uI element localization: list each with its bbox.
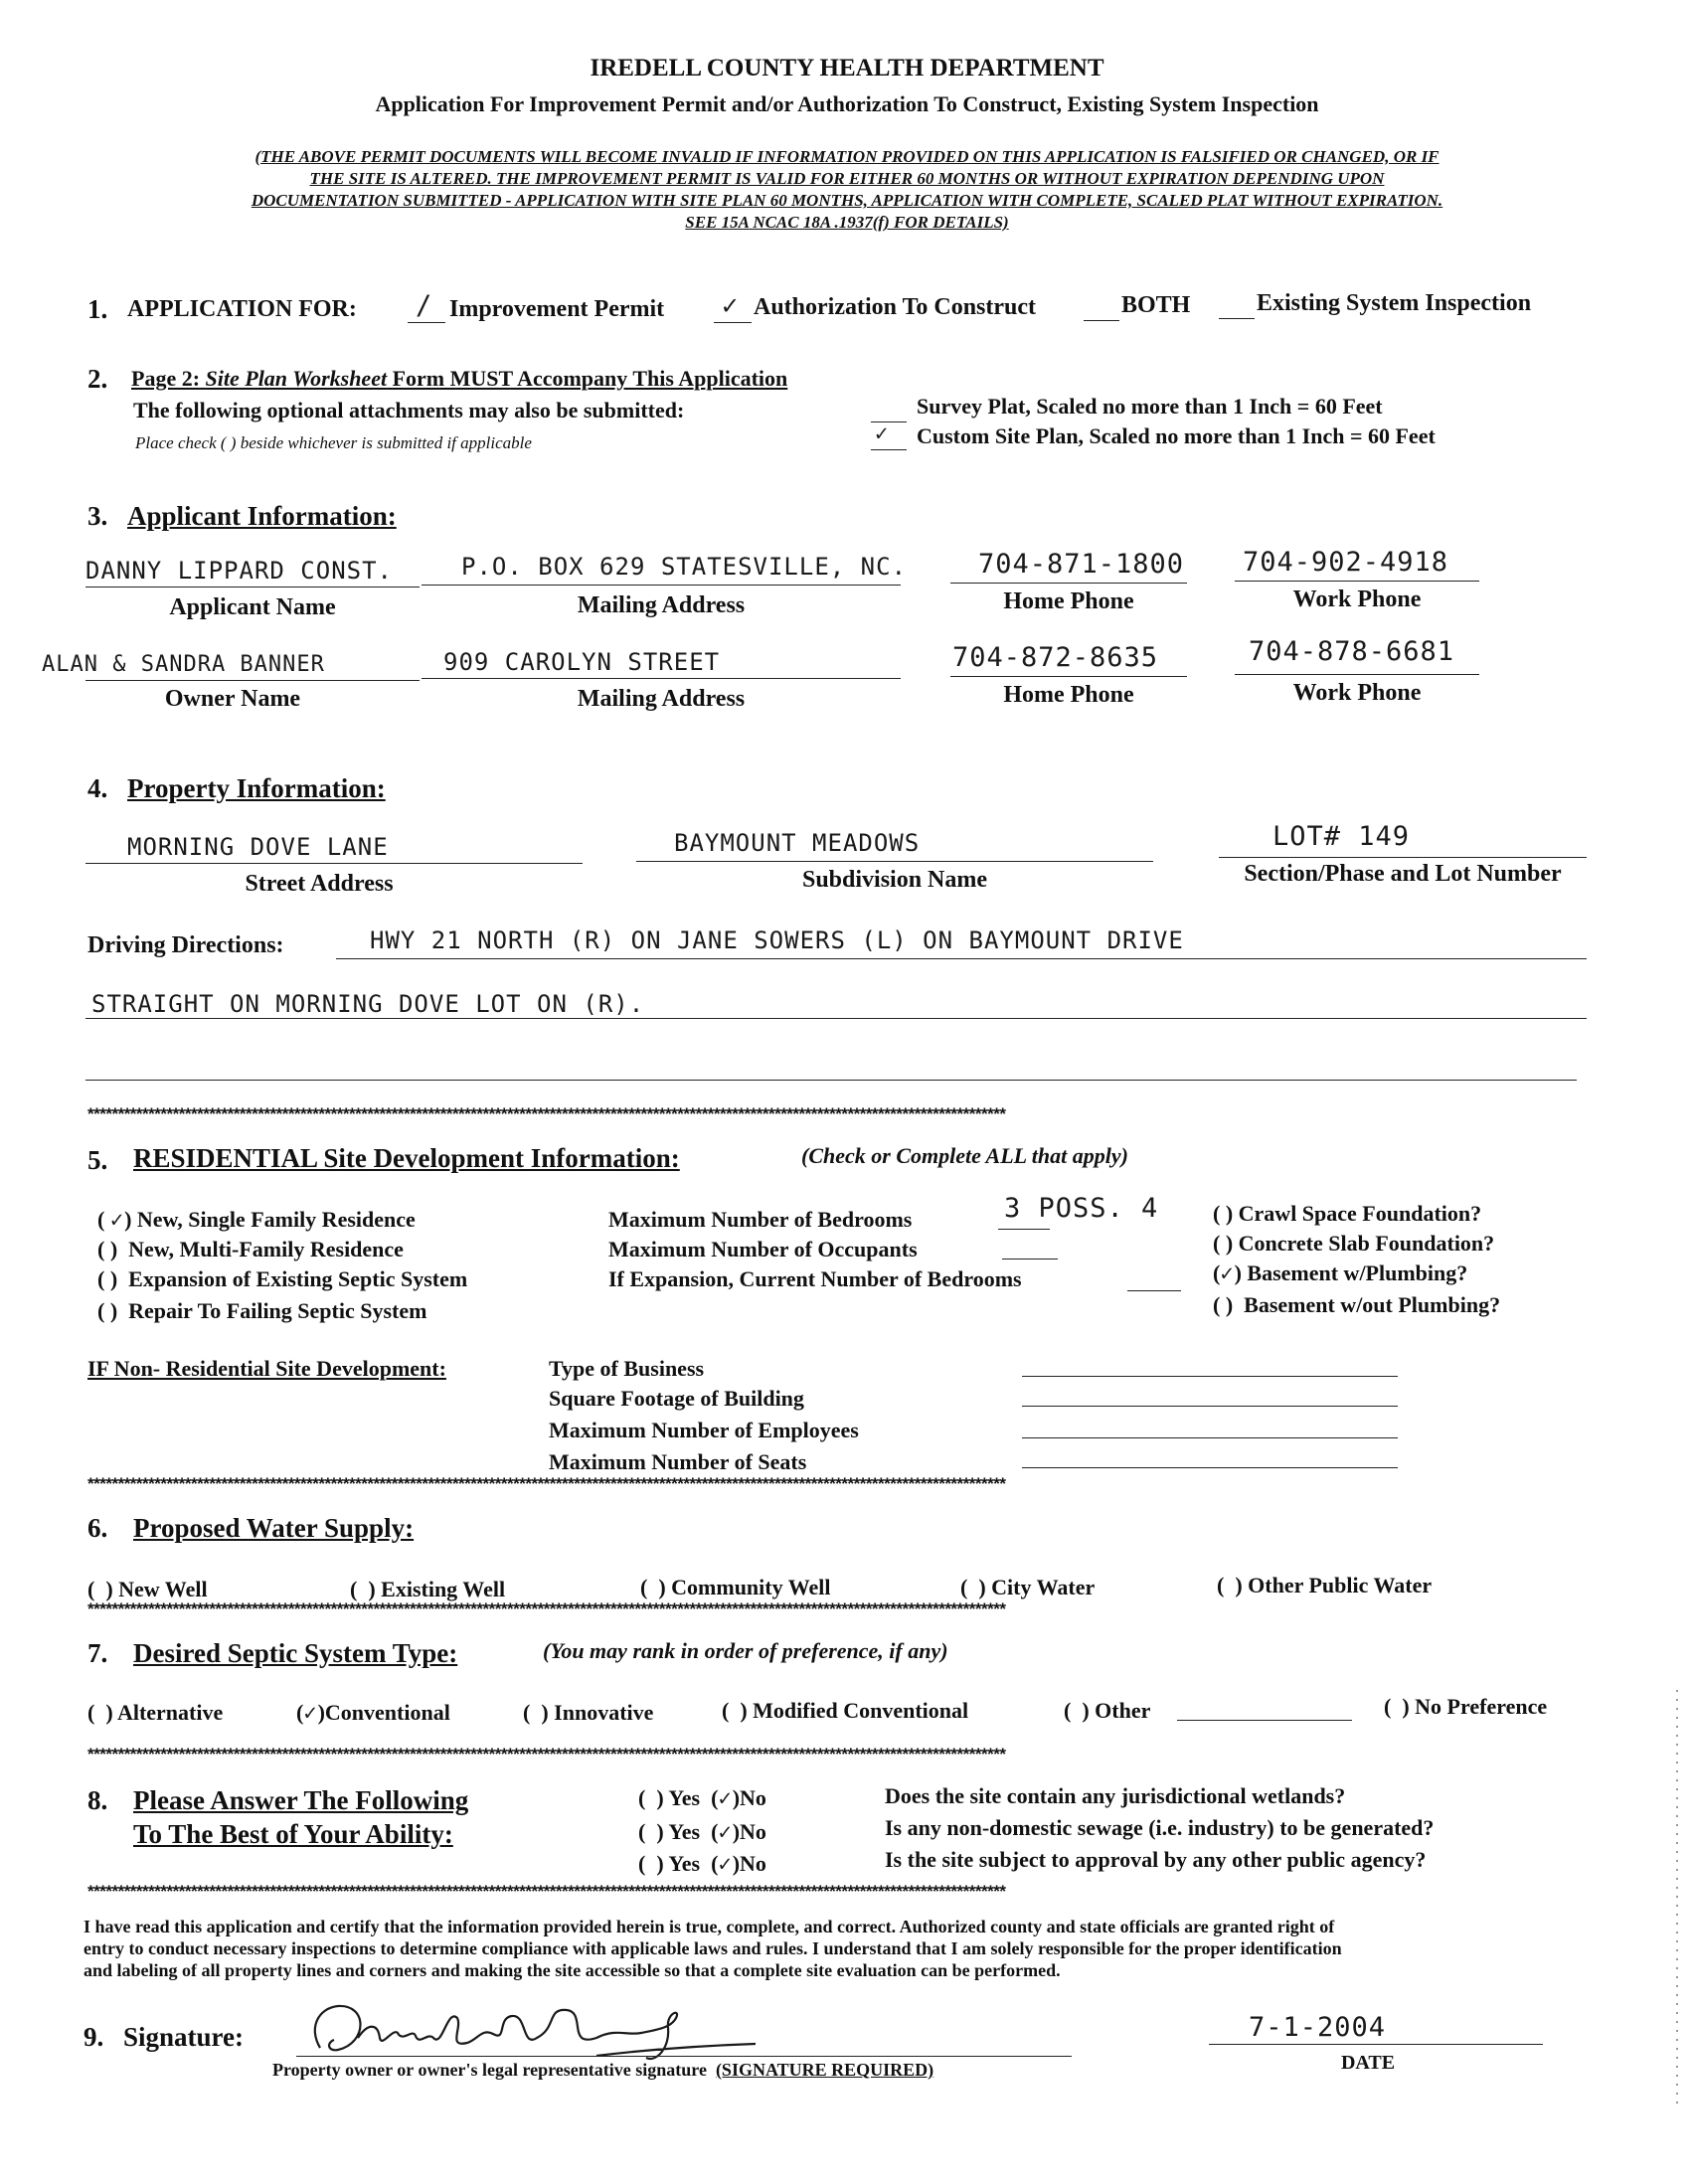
applicant-home-phone-value[interactable]: 704-871-1800 xyxy=(978,549,1185,580)
survey-plat-option: Survey Plat, Scaled no more than 1 Inch = 60 Feet xyxy=(917,394,1383,419)
applicant-work-label: Work Phone xyxy=(1292,587,1422,612)
answer-heading-1: Please Answer The Following xyxy=(133,1785,469,1815)
signature-caption: Property owner or owner's legal representative signature (SIGNATURE REQUIRED) xyxy=(272,2060,934,2080)
subdivision-label: Subdivision Name xyxy=(801,867,988,893)
wetlands-question: Does the site contain any jurisdictional wetlands? xyxy=(885,1783,1346,1808)
no-preference-option[interactable]: ( ) No Preference xyxy=(1384,1694,1548,1719)
both-option: BOTH xyxy=(1121,292,1191,318)
owner-work-label: Work Phone xyxy=(1292,680,1422,706)
improvement-permit-check[interactable]: / xyxy=(416,290,433,321)
notice-line-3: DOCUMENTATION SUBMITTED - APPLICATION WITH SITE PLAN 60 MONTHS, APPLICATION WITH COMPLETE, SCALED PLAT WITHOUT EXPIRATION. xyxy=(251,191,1443,210)
answer-heading-2: To The Best of Your Ability: xyxy=(133,1819,453,1849)
improvement-permit-option: Improvement Permit xyxy=(449,296,665,322)
directions-line-2[interactable]: STRAIGHT ON MORNING DOVE LOT ON (R). xyxy=(91,990,645,1018)
max-occupants-label: Maximum Number of Occupants xyxy=(608,1237,918,1261)
certify-line-1: I have read this application and certify that the information provided herein is true, complete, and correct. Authorized county and state officials are granted right of xyxy=(84,1917,1335,1936)
separator-4: ******************************************************************************************************************************************************* xyxy=(87,1746,1006,1764)
applicant-work-phone-value[interactable]: 704-902-4918 xyxy=(1243,547,1449,578)
innovative-option[interactable]: ( ) Innovative xyxy=(523,1700,654,1725)
form-subtitle: Application For Improvement Permit and/or Authorization To Construct, Existing System Inspection xyxy=(375,91,1319,116)
water-supply-heading: Proposed Water Supply: xyxy=(133,1513,415,1543)
max-bedrooms-label: Maximum Number of Bedrooms xyxy=(608,1207,913,1232)
square-footage-label: Square Footage of Building xyxy=(549,1386,804,1411)
form-title: IREDELL COUNTY HEALTH DEPARTMENT xyxy=(590,55,1104,82)
date-label: DATE xyxy=(1340,2052,1396,2074)
street-address-value[interactable]: MORNING DOVE LANE xyxy=(127,833,389,861)
section-1-number: 1. xyxy=(87,294,108,324)
applicant-address-value[interactable]: P.O. BOX 629 STATESVILLE, NC. xyxy=(461,553,908,581)
wetlands-answer[interactable]: ( ) Yes (✓)No xyxy=(638,1785,766,1811)
lot-number-value[interactable]: LOT# 149 xyxy=(1272,821,1411,852)
separator-1: ******************************************************************************************************************************************************* xyxy=(87,1105,1006,1123)
type-of-business-label: Type of Business xyxy=(549,1356,705,1381)
community-well-option[interactable]: ( ) Community Well xyxy=(640,1575,831,1599)
notice-line-1: (THE ABOVE PERMIT DOCUMENTS WILL BECOME INVALID IF INFORMATION PROVIDED ON THIS APPLICATION IS FALSIFIED OR CHANGED, OR IF xyxy=(254,147,1440,166)
certify-line-3: and labeling of all property lines and corners and making the site accessible so that a complete site evaluation can be performed. xyxy=(84,1960,1061,1980)
basement-no-plumbing-option[interactable]: ( ) Basement w/out Plumbing? xyxy=(1213,1292,1501,1317)
basement-plumbing-option[interactable]: (✓) Basement w/Plumbing? xyxy=(1213,1260,1468,1286)
non-residential-label: IF Non- Residential Site Development: xyxy=(87,1356,446,1381)
expansion-option[interactable]: ( ) Expansion of Existing Septic System xyxy=(97,1266,468,1291)
worksheet-notice: Page 2: Site Plan Worksheet Form MUST Accompany This Application xyxy=(131,366,788,391)
owner-mailing-label: Mailing Address xyxy=(577,686,746,712)
lot-number-label: Section/Phase and Lot Number xyxy=(1244,861,1562,887)
septic-type-note: (You may rank in order of preference, if any) xyxy=(543,1638,948,1663)
application-for-label: APPLICATION FOR: xyxy=(127,296,357,322)
signature-date-value[interactable]: 7-1-2004 xyxy=(1249,2012,1387,2043)
notice-line-2: THE SITE IS ALTERED. THE IMPROVEMENT PERMIT IS VALID FOR EITHER 60 MONTHS OR WITHOUT EXPIRATION DEPENDING UPON xyxy=(309,169,1385,188)
agency-answer[interactable]: ( ) Yes (✓)No xyxy=(638,1851,766,1877)
optional-attachments: The following optional attachments may also be submitted: xyxy=(133,398,685,422)
property-info-heading: Property Information: xyxy=(127,773,386,803)
max-bedrooms-value[interactable]: 3 POSS. 4 xyxy=(1004,1193,1159,1224)
new-well-option[interactable]: ( ) New Well xyxy=(87,1577,208,1601)
residential-heading: RESIDENTIAL Site Development Information: xyxy=(133,1143,680,1173)
section-2-number: 2. xyxy=(87,364,108,394)
owner-work-phone-value[interactable]: 704-878-6681 xyxy=(1249,636,1455,667)
certify-line-2: entry to conduct necessary inspections to determine compliance with applicable laws and rules. I understand that I am solely responsible for the proper identification xyxy=(84,1938,1342,1958)
existing-inspection-option: Existing System Inspection xyxy=(1257,290,1532,316)
owner-name-value[interactable]: ALAN & SANDRA BANNER xyxy=(42,652,325,677)
directions-line-1[interactable]: HWY 21 NORTH (R) ON JANE SOWERS (L) ON BAYMOUNT DRIVE xyxy=(370,926,1184,954)
section-7-number: 7. xyxy=(87,1638,108,1668)
separator-5: ******************************************************************************************************************************************************* xyxy=(87,1883,1006,1901)
single-family-option[interactable]: ( ✓) New, Single Family Residence xyxy=(97,1207,416,1233)
applicant-name-value[interactable]: DANNY LIPPARD CONST. xyxy=(85,557,393,585)
existing-well-option[interactable]: ( ) Existing Well xyxy=(350,1577,506,1601)
street-address-label: Street Address xyxy=(245,871,394,897)
custom-site-plan-option: Custom Site Plan, Scaled no more than 1 Inch = 60 Feet xyxy=(917,423,1436,448)
max-employees-label: Maximum Number of Employees xyxy=(549,1418,859,1442)
separator-2: ******************************************************************************************************************************************************* xyxy=(87,1475,1006,1493)
owner-home-phone-value[interactable]: 704-872-8635 xyxy=(952,642,1159,673)
driving-directions-label: Driving Directions: xyxy=(87,932,284,958)
applicant-info-heading: Applicant Information: xyxy=(127,501,397,531)
owner-address-value[interactable]: 909 CAROLYN STREET xyxy=(443,648,721,676)
place-check-note: Place check ( ) beside whichever is submitted if applicable xyxy=(135,433,532,452)
alternative-option[interactable]: ( ) Alternative xyxy=(87,1700,224,1725)
section-4-number: 4. xyxy=(87,773,108,803)
signature-label: Signature: xyxy=(123,2022,245,2052)
sewage-question: Is any non-domestic sewage (i.e. industry) to be generated? xyxy=(885,1815,1435,1840)
subdivision-value[interactable]: BAYMOUNT MEADOWS xyxy=(674,829,921,857)
residential-note: (Check or Complete ALL that apply) xyxy=(801,1143,1128,1168)
scan-edge-dots xyxy=(1676,1690,1678,2107)
current-bedrooms-label: If Expansion, Current Number of Bedrooms xyxy=(608,1266,1022,1291)
section-8-number: 8. xyxy=(87,1785,108,1815)
separator-3: ******************************************************************************************************************************************************* xyxy=(87,1600,1006,1618)
owner-home-label: Home Phone xyxy=(1003,682,1134,708)
authorization-check[interactable]: ✓ xyxy=(722,290,740,321)
agency-question: Is the site subject to approval by any other public agency? xyxy=(885,1847,1427,1872)
conventional-option[interactable]: (✓)Conventional xyxy=(296,1700,450,1726)
section-9-number: 9. xyxy=(84,2022,104,2052)
crawl-space-option[interactable]: ( ) Crawl Space Foundation? xyxy=(1213,1201,1482,1226)
applicant-name-label: Applicant Name xyxy=(169,594,336,620)
authorization-option: Authorization To Construct xyxy=(754,294,1037,320)
custom-site-plan-check[interactable]: ✓ xyxy=(875,421,890,446)
other-public-water-option[interactable]: ( ) Other Public Water xyxy=(1217,1573,1433,1597)
multi-family-option[interactable]: ( ) New, Multi-Family Residence xyxy=(97,1237,404,1261)
applicant-home-label: Home Phone xyxy=(1003,588,1134,614)
repair-option[interactable]: ( ) Repair To Failing Septic System xyxy=(97,1298,427,1323)
concrete-slab-option[interactable]: ( ) Concrete Slab Foundation? xyxy=(1213,1231,1495,1256)
section-6-number: 6. xyxy=(87,1513,108,1543)
sewage-answer[interactable]: ( ) Yes (✓)No xyxy=(638,1819,766,1845)
modified-conventional-option[interactable]: ( ) Modified Conventional xyxy=(722,1698,969,1723)
owner-name-label: Owner Name xyxy=(164,686,301,712)
notice-line-4: SEE 15A NCAC 18A .1937(f) FOR DETAILS) xyxy=(685,213,1009,232)
septic-type-heading: Desired Septic System Type: xyxy=(133,1638,458,1668)
section-3-number: 3. xyxy=(87,501,108,531)
other-septic-option[interactable]: ( ) Other xyxy=(1064,1698,1151,1723)
city-water-option[interactable]: ( ) City Water xyxy=(960,1575,1096,1599)
section-5-number: 5. xyxy=(87,1145,108,1175)
max-seats-label: Maximum Number of Seats xyxy=(549,1449,807,1474)
applicant-mailing-label: Mailing Address xyxy=(577,592,746,618)
